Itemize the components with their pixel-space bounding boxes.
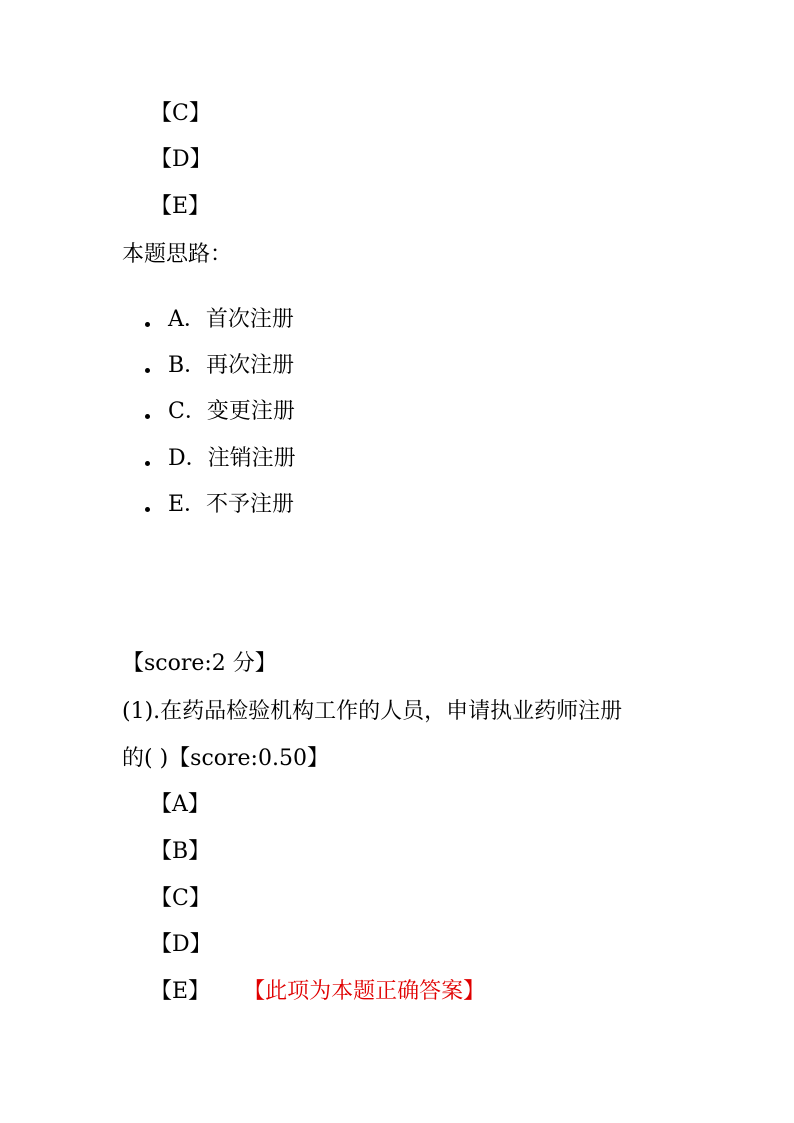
question-stem-line-2: 的( )【score:0.50】: [122, 746, 329, 771]
option-c-label: 【C】: [150, 886, 211, 911]
bullet-icon: [145, 368, 150, 373]
option-e-row: [150, 979, 485, 1005]
choice-label: D．注销注册: [168, 446, 296, 471]
option-e-label: 【E】: [150, 194, 211, 219]
option-d-label: 【D】: [150, 932, 212, 957]
correct-answer-marker: 【此项为本题正确答案】: [254, 979, 486, 1004]
bullet-icon: [145, 322, 150, 327]
choice-label: A．首次注册: [168, 307, 294, 332]
bullet-icon: [145, 461, 150, 466]
option-b-label: 【B】: [150, 839, 211, 864]
bullet-icon: [145, 414, 150, 419]
choice-label: C．变更注册: [168, 399, 295, 424]
choice-label: B．再次注册: [168, 353, 295, 378]
option-a-label: 【A】: [150, 792, 210, 817]
option-c-label: 【C】: [150, 101, 211, 126]
section-score: 【score:2 分】: [122, 651, 277, 676]
option-d-label: 【D】: [150, 147, 212, 172]
option-e-label: 【E】: [150, 979, 211, 1004]
question-stem-line-1: (1).在药品检验机构工作的人员，申请执业药师注册: [122, 699, 623, 724]
bullet-icon: [145, 507, 150, 512]
choice-label: E．不予注册: [168, 492, 295, 517]
hint-heading: 本题思路：: [122, 242, 233, 267]
